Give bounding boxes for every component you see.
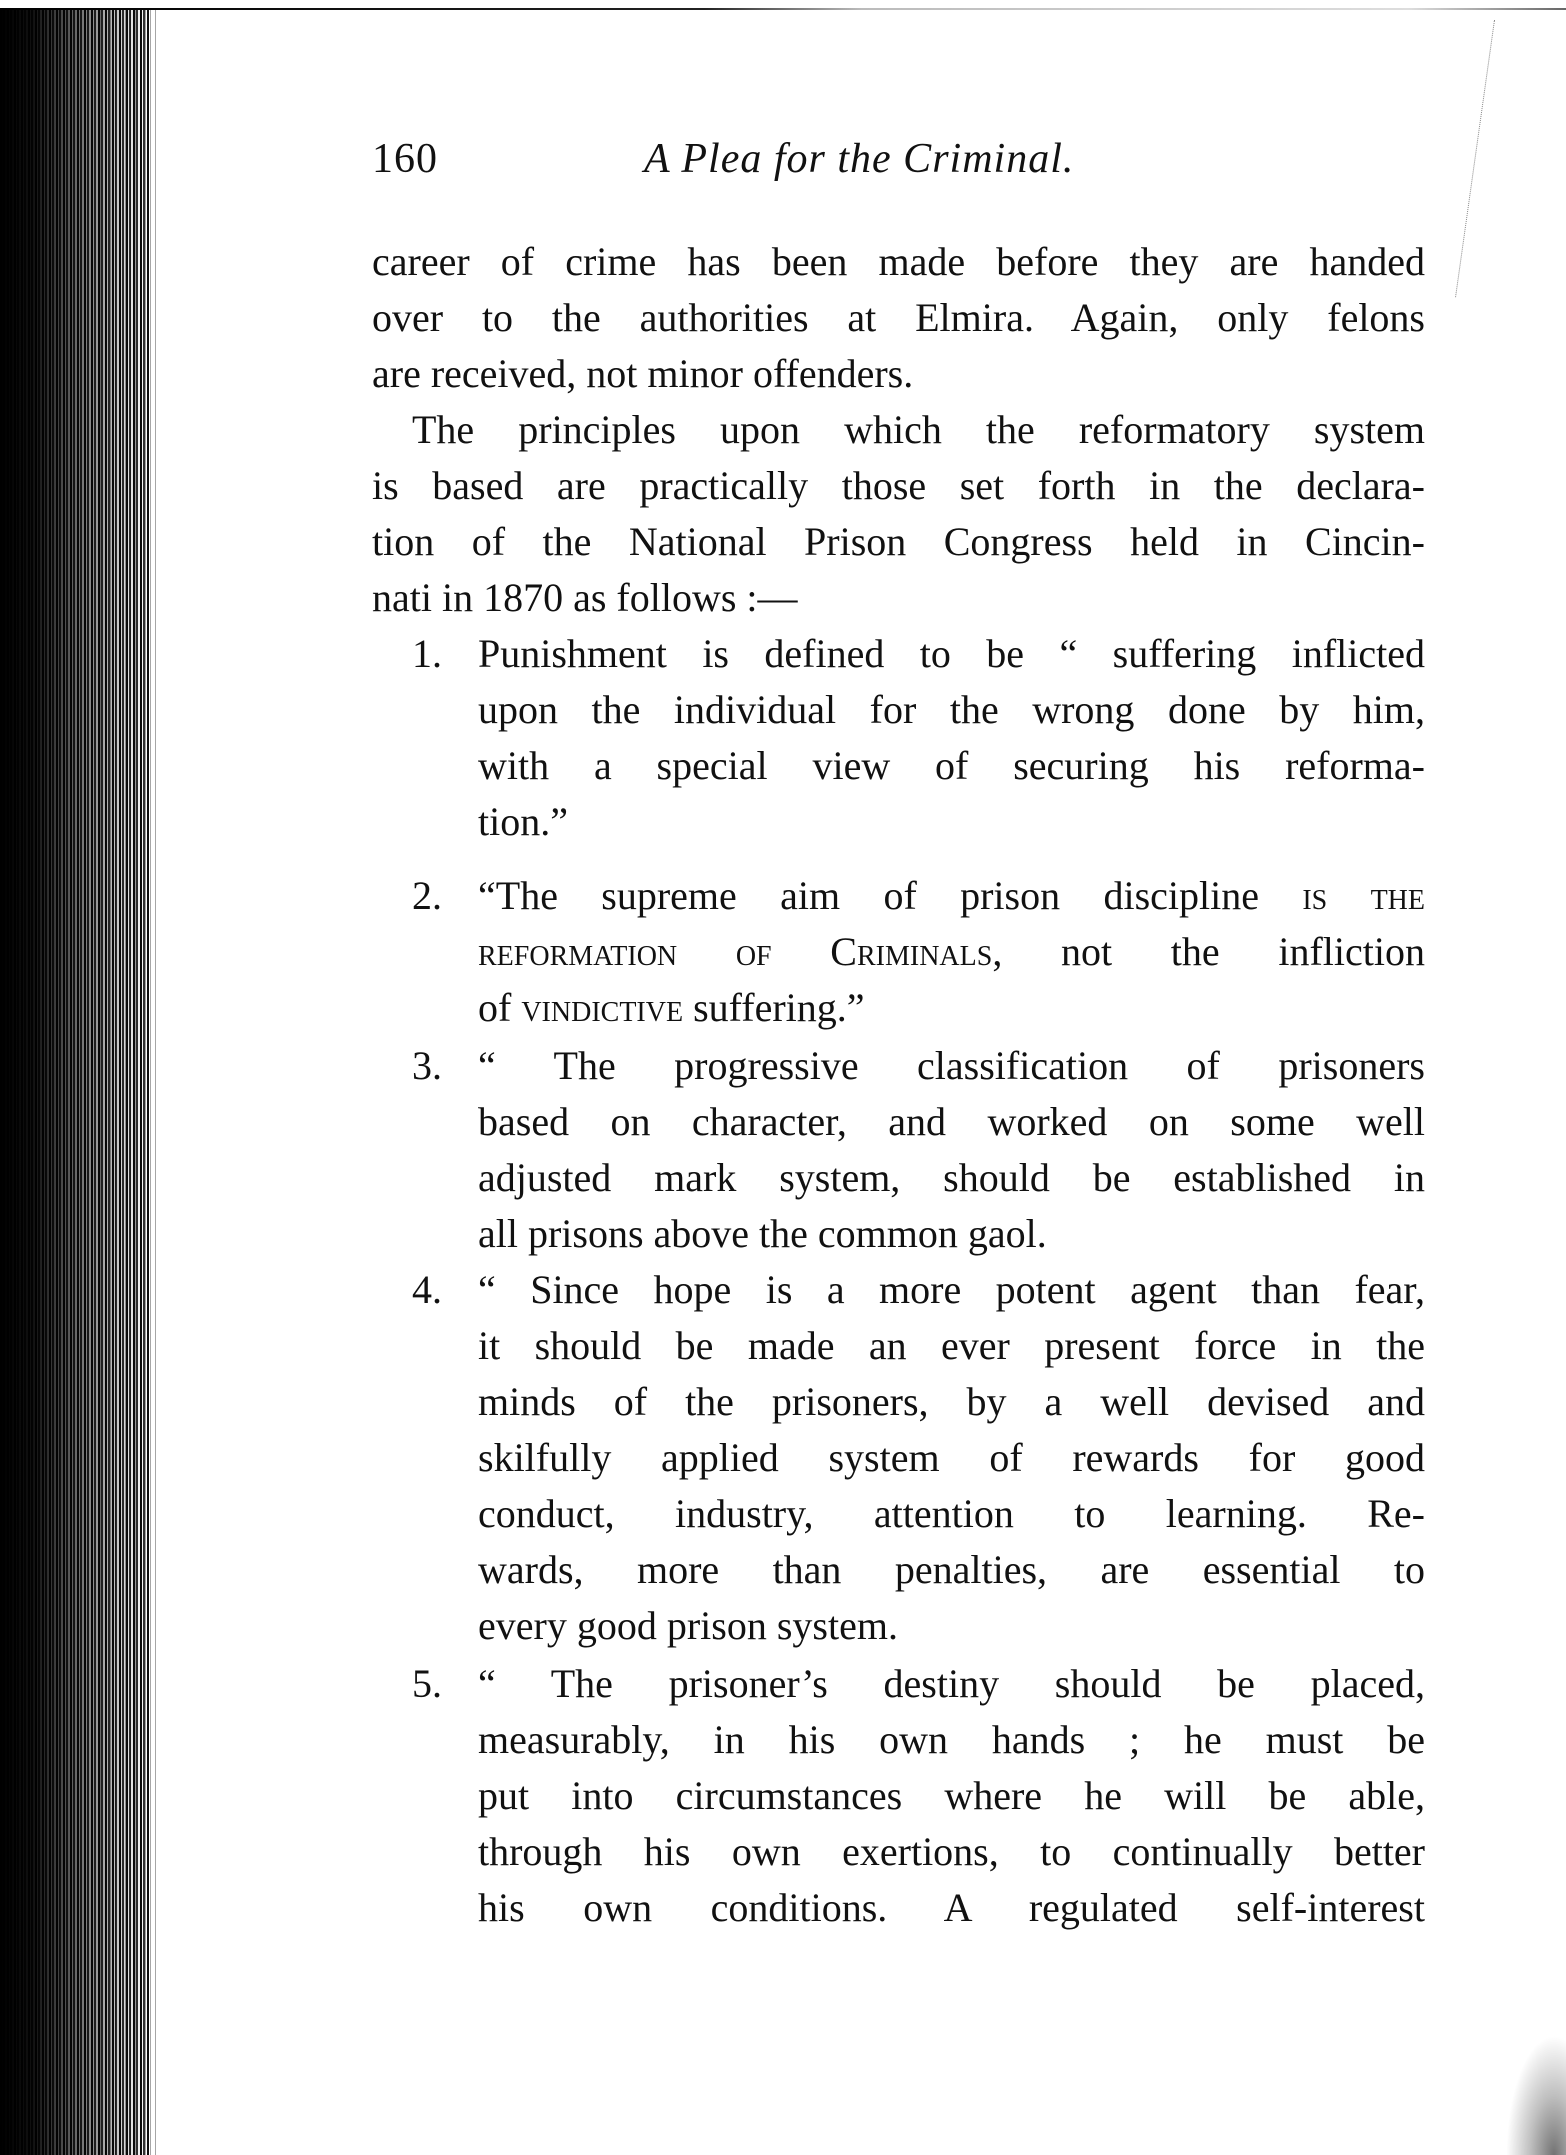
list-item-line: minds of the prisoners, by a well devised and: [478, 1379, 1425, 1424]
list-item-line: through his own exertions, to continually better: [478, 1829, 1425, 1874]
body-line: are received, not minor offenders.: [372, 351, 914, 396]
list-item-line: “ The progressive classification of prisoners: [478, 1043, 1425, 1088]
body-line: career of crime has been made before they are handed: [372, 239, 1425, 284]
list-item-line: wards, more than penalties, are essential to: [478, 1547, 1425, 1592]
list-item-line: [478, 980, 1425, 1036]
list-item-line: adjusted mark system, should be established in: [478, 1155, 1425, 1200]
body-line: over to the authorities at Elmira. Again, only felons: [372, 295, 1425, 340]
list-item-number: 3.: [412, 1043, 442, 1088]
list-item-line: put into circumstances where he will be able,: [478, 1773, 1425, 1818]
text-run: , not the infliction: [992, 929, 1425, 974]
list-item-line: measurably, in his own hands ; he must be: [478, 1717, 1425, 1762]
body-line: nati in 1870 as follows :—: [372, 575, 798, 620]
list-item-number: 4.: [412, 1267, 442, 1312]
paragraph-first-line: The principles upon which the reformatory system: [412, 407, 1425, 452]
list-item-line: skilfully applied system of rewards for good: [478, 1435, 1425, 1480]
text-run: suffering.”: [683, 985, 865, 1030]
running-title: A Plea for the Criminal.: [644, 136, 1075, 182]
list-item-line: Punishment is defined to be “ suffering inflicted: [478, 631, 1425, 676]
page-top-edge: [0, 8, 1566, 10]
list-item-line: conduct, industry, attention to learning. Re-: [478, 1491, 1425, 1536]
list-item-line: it should be made an ever present force in the: [478, 1323, 1425, 1368]
text-run: “The supreme aim of prison discipline: [478, 873, 1303, 918]
body-line: is based are practically those set forth in the declara-: [372, 463, 1425, 508]
running-header: [372, 135, 1425, 195]
book-spine-fade: [100, 10, 160, 2155]
list-item-number: 2.: [412, 873, 442, 918]
list-item-line: “ The prisoner’s destiny should be placed,: [478, 1661, 1425, 1706]
list-item-number: 5.: [412, 1661, 442, 1706]
list-item-line: every good prison system.: [478, 1603, 898, 1648]
small-caps-run: is the: [1302, 873, 1425, 918]
list-item-line: all prisons above the common gaol.: [478, 1211, 1047, 1256]
list-item-line: with a special view of securing his reforma-: [478, 743, 1425, 788]
list-item-line: [478, 868, 1425, 924]
page-edge-curl: [1455, 20, 1496, 298]
list-item-line: [478, 924, 1425, 980]
list-item-line: tion.”: [478, 799, 568, 844]
list-item-number: 1.: [412, 631, 442, 676]
list-item-line: based on character, and worked on some well: [478, 1099, 1425, 1144]
page-number: 160: [372, 136, 438, 182]
body-line: tion of the National Prison Congress held in Cincin-: [372, 519, 1425, 564]
list-item-line: upon the individual for the wrong done by him,: [478, 687, 1425, 732]
small-caps-run: reformation of Criminals: [478, 929, 993, 974]
text-run: of: [478, 985, 522, 1030]
list-item-line: “ Since hope is a more potent agent than fear,: [478, 1267, 1425, 1312]
small-caps-run: vindictive: [521, 985, 684, 1030]
corner-smudge: [1506, 2035, 1566, 2155]
list-item-line: his own conditions. A regulated self-interest: [478, 1885, 1425, 1930]
